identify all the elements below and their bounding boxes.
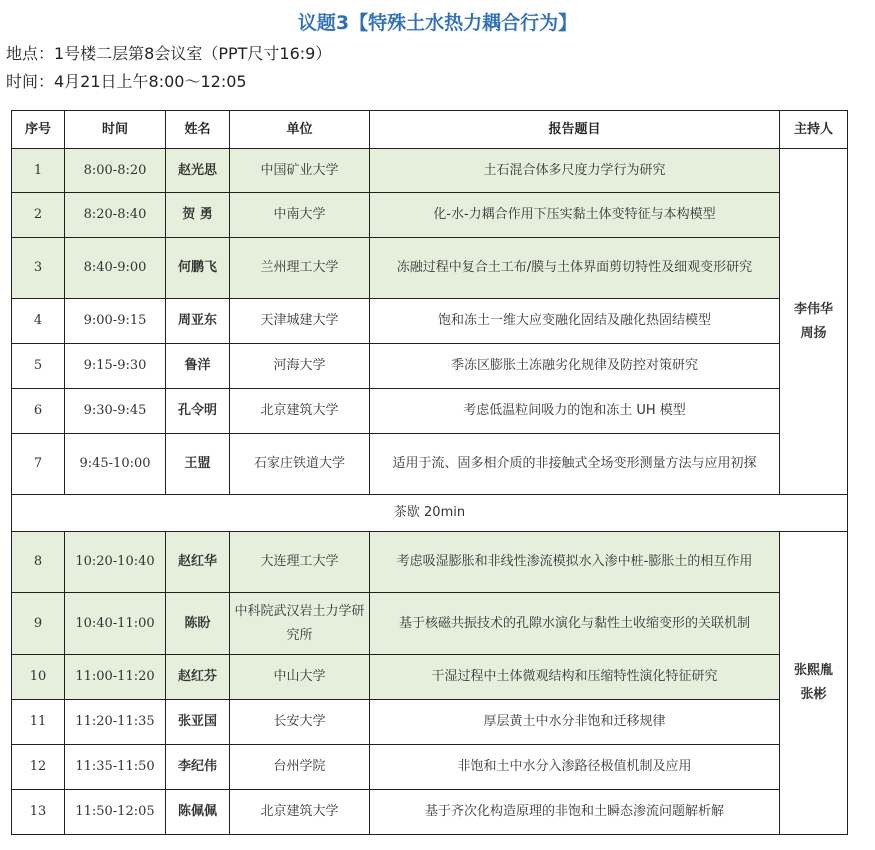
row-num: 13 [12,790,65,835]
row-num: 6 [12,389,65,434]
row-unit: 台州学院 [230,745,370,790]
row-num: 1 [12,149,65,193]
row-num: 4 [12,299,65,344]
row-num: 11 [12,700,65,745]
host-name: 李伟华 [793,301,833,317]
row-name: 贺 勇 [166,193,230,238]
host-cell-morning [780,149,848,495]
row-unit: 兰州理工大学 [230,238,370,299]
row-unit: 中南大学 [230,193,370,238]
row-name: 孔令明 [166,389,230,434]
table-row [12,593,848,655]
row-time: 8:00-8:20 [65,149,166,193]
tea-break-label: 茶歇 20min [12,495,848,532]
host-name: 张彬 [800,687,827,702]
location-line: 地点：1号楼二层第8会议室（PPT尺寸16:9） [6,44,332,63]
row-topic: 化-水-力耦合作用下压实黏土体变特征与本构模型 [370,193,780,238]
schedule-table [11,110,848,835]
break-row [12,495,848,532]
row-unit: 长安大学 [230,700,370,745]
row-topic: 冻融过程中复合土工布/膜与土体界面剪切特性及细观变形研究 [370,238,780,299]
header-time: 时间 [65,111,166,149]
row-unit: 石家庄铁道大学 [230,434,370,495]
row-unit: 大连理工大学 [230,532,370,593]
row-num: 5 [12,344,65,389]
row-time: 11:50-12:05 [65,790,166,835]
row-num: 9 [12,593,65,655]
row-name: 李纪伟 [166,745,230,790]
table-row [12,700,848,745]
row-name: 何鹏飞 [166,238,230,299]
row-unit: 中科院武汉岩土力学研究所 [230,593,370,655]
row-topic: 基于齐次化构造原理的非饱和土瞬态渗流问题解析解 [370,790,780,835]
row-topic: 土石混合体多尺度力学行为研究 [370,149,780,193]
row-topic: 饱和冻土一维大应变融化固结及融化热固结模型 [370,299,780,344]
row-unit: 中山大学 [230,655,370,700]
row-time: 11:20-11:35 [65,700,166,745]
row-num: 12 [12,745,65,790]
table-row [12,389,848,434]
row-time: 9:45-10:00 [65,434,166,495]
row-name: 陈盼 [166,593,230,655]
row-topic: 考虑低温粒间吸力的饱和冻土 UH 模型 [370,389,780,434]
row-topic: 基于核磁共振技术的孔隙水演化与黏性土收缩变形的关联机制 [370,593,780,655]
table-row [12,193,848,238]
header-host: 主持人 [780,111,848,149]
row-time: 8:40-9:00 [65,238,166,299]
row-time: 10:40-11:00 [65,593,166,655]
row-num: 7 [12,434,65,495]
host-cell-late-morning [780,532,848,835]
table-header-row [12,111,848,149]
row-num: 10 [12,655,65,700]
header-unit: 单位 [230,111,370,149]
row-unit: 中国矿业大学 [230,149,370,193]
row-unit: 天津城建大学 [230,299,370,344]
row-num: 3 [12,238,65,299]
time-line: 时间：4月21日上午8:00～12:05 [6,72,247,91]
row-unit: 北京建筑大学 [230,790,370,835]
row-topic: 非饱和土中水分入渗路径极值机制及应用 [370,745,780,790]
row-topic: 适用于流、固多相介质的非接触式全场变形测量方法与应用初探 [370,434,780,495]
row-time: 11:00-11:20 [65,655,166,700]
table-row [12,299,848,344]
table-row [12,655,848,700]
row-time: 9:30-9:45 [65,389,166,434]
row-name: 赵红华 [166,532,230,593]
table-row [12,344,848,389]
host-name: 周扬 [800,325,827,341]
row-unit: 北京建筑大学 [230,389,370,434]
row-topic: 干湿过程中土体微观结构和压缩特性演化特征研究 [370,655,780,700]
row-topic: 考虑吸湿膨胀和非线性渗流模拟水入渗中桩-膨胀土的相互作用 [370,532,780,593]
row-time: 11:35-11:50 [65,745,166,790]
row-time: 9:00-9:15 [65,299,166,344]
header-num: 序号 [12,111,65,149]
table-row [12,434,848,495]
row-name: 陈佩佩 [166,790,230,835]
row-topic: 厚层黄土中水分非饱和迁移规律 [370,700,780,745]
row-unit: 河海大学 [230,344,370,389]
row-time: 9:15-9:30 [65,344,166,389]
row-name: 鲁洋 [166,344,230,389]
table-row [12,532,848,593]
table-row [12,149,848,193]
row-topic: 季冻区膨胀土冻融劣化规律及防控对策研究 [370,344,780,389]
row-name: 王盟 [166,434,230,495]
host-name: 张熙胤 [793,663,833,678]
row-num: 8 [12,532,65,593]
row-time: 10:20-10:40 [65,532,166,593]
row-num: 2 [12,193,65,238]
row-name: 张亚国 [166,700,230,745]
row-name: 赵红芬 [166,655,230,700]
row-name: 赵光思 [166,149,230,193]
page-title: 议题3【特殊土水热力耦合行为】 [297,12,578,34]
row-time: 8:20-8:40 [65,193,166,238]
header-name: 姓名 [166,111,230,149]
table-row [12,790,848,835]
table-row [12,745,848,790]
table-row [12,238,848,299]
row-name: 周亚东 [166,299,230,344]
header-topic: 报告题目 [370,111,780,149]
